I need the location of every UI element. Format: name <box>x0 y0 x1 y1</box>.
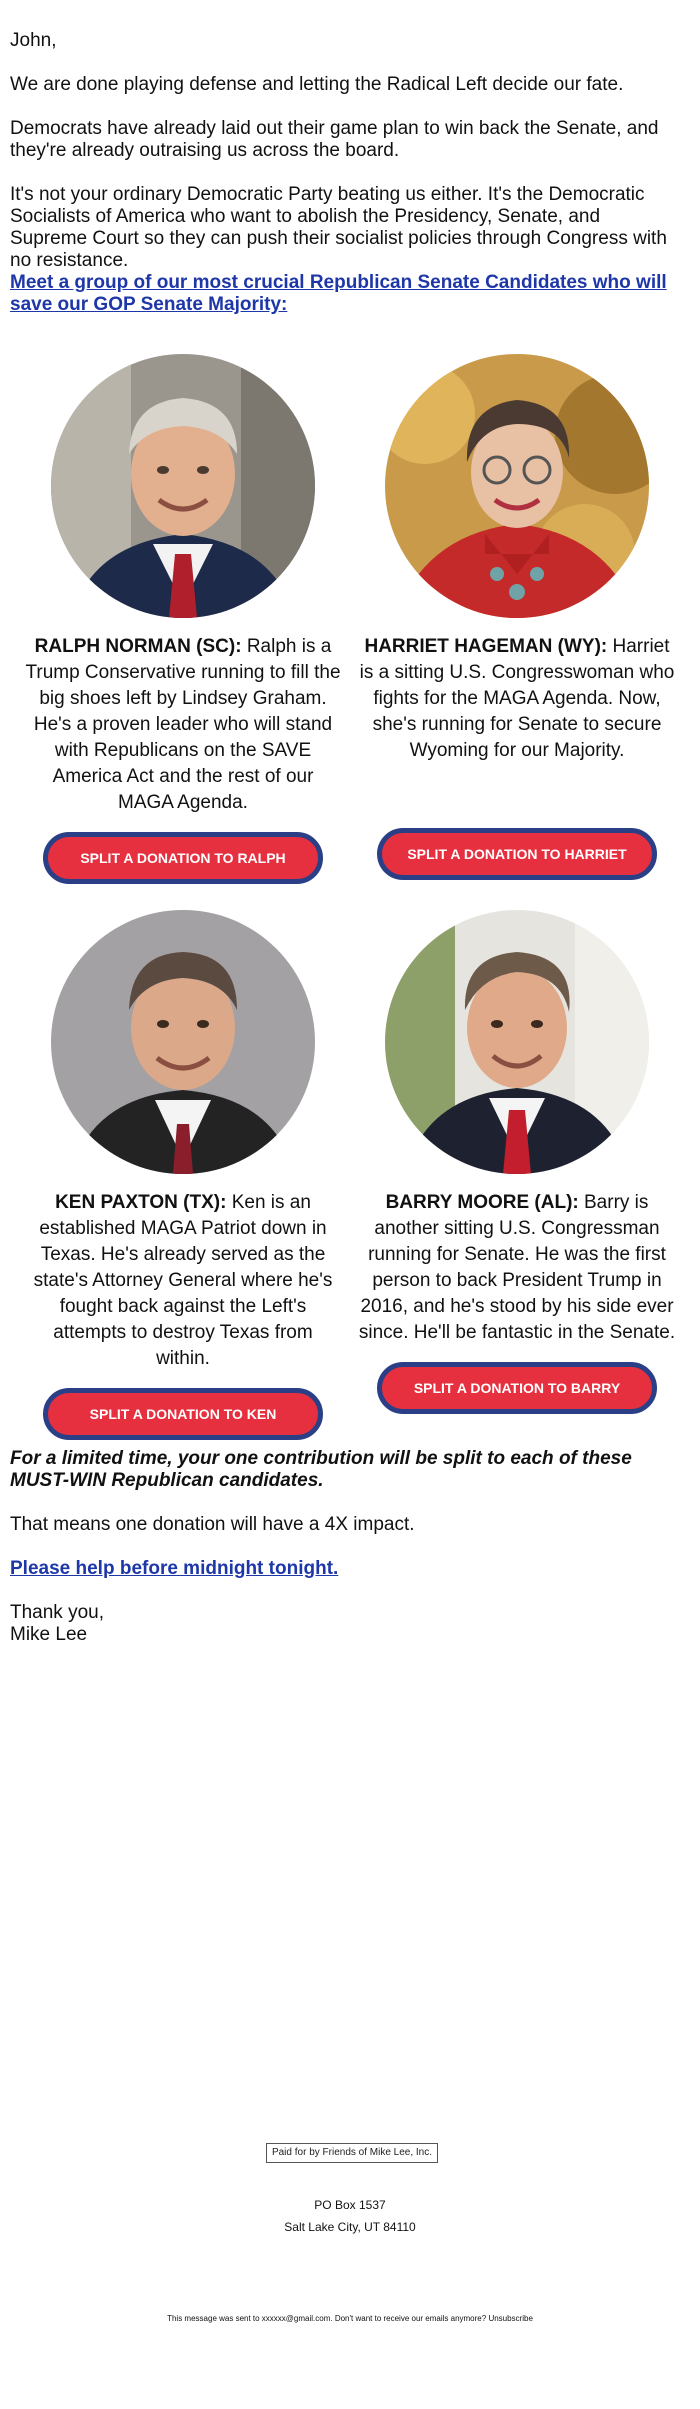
candidate-name-barry: BARRY MOORE (AL): <box>385 1192 579 1213</box>
candidate-card-harriet <box>352 354 682 880</box>
split-donation-ralph-button[interactable]: SPLIT A DONATION TO RALPH <box>43 832 323 884</box>
address-line-1: PO Box 1537 <box>314 2198 386 2212</box>
limited-time-emphasis: For a limited time, your one contribution will be split to each of these MUST-WIN Republican candidates. <box>10 1448 632 1491</box>
greeting: John, <box>10 30 57 51</box>
paid-for-disclaimer: Paid for by Friends of Mike Lee, Inc. <box>266 2143 438 2163</box>
help-before-midnight-link[interactable]: Please help before midnight tonight. <box>10 1558 339 1579</box>
fine-print <box>0 2314 700 2323</box>
signoff: Thank you, <box>10 1602 104 1623</box>
candidate-bio-ralph <box>24 634 342 816</box>
candidate-text-harriet: Harriet is a sitting U.S. Congresswoman who fights for the MAGA Agenda. Now, she's running for Senate to secure Wyoming for our Majority. <box>359 636 675 761</box>
candidate-text-barry: Barry is another sitting U.S. Congressman running for Senate. He was the first person to back President Trump in 2016, and he's stood by his side ever since. He'll be fantastic in the Senate. <box>358 1192 676 1343</box>
split-donation-barry-button[interactable]: SPLIT A DONATION TO BARRY <box>377 1362 657 1414</box>
split-donation-harriet-button[interactable]: SPLIT A DONATION TO HARRIET <box>377 828 657 880</box>
candidate-name-ken: KEN PAXTON (TX): <box>55 1192 227 1213</box>
portrait-barry-moore <box>385 910 649 1174</box>
candidate-card-ralph <box>18 354 348 884</box>
candidate-card-barry <box>352 910 682 1414</box>
paragraph-2: Democrats have already laid out their game plan to win back the Senate, and they're already outraising us across the board. <box>10 118 659 161</box>
paragraph-1: We are done playing defense and letting the Radical Left decide our fate. <box>10 74 624 95</box>
candidate-name-ralph: RALPH NORMAN (SC): <box>34 636 242 657</box>
signature: Mike Lee <box>10 1624 88 1645</box>
candidate-card-ken <box>18 910 348 1440</box>
address-line-2: Salt Lake City, UT 84110 <box>284 2220 416 2234</box>
portrait-harriet-hageman <box>385 354 649 618</box>
candidate-bio-harriet <box>358 634 676 764</box>
portrait-ken-paxton <box>51 910 315 1174</box>
candidate-bio-ken <box>24 1190 342 1372</box>
candidate-name-harriet: HARRIET HAGEMAN (WY): <box>364 636 608 657</box>
intro-candidates-link[interactable]: Meet a group of our most crucial Republican Senate Candidates who will save our GOP Senate Majority: <box>10 272 667 315</box>
candidate-text-ken: Ken is an established MAGA Patriot down in Texas. He's already served as the state's Attorney General where he's fought back against the Left's attempts to destroy Texas from within. <box>33 1192 333 1369</box>
paragraph-3: It's not your ordinary Democratic Party beating us either. It's the Democratic Socialists of America who want to abolish the Presidency, Senate, and Supreme Court so they can push their socialist policies through Congress with no resistance. <box>10 184 667 271</box>
candidate-text-ralph: Ralph is a Trump Conservative running to fill the big shoes left by Lindsey Graham. He's a proven leader who will stand with Republicans on the SAVE America Act and the rest of our MAGA Agenda. <box>25 636 341 813</box>
impact-text: That means one donation will have a 4X impact. <box>10 1514 415 1535</box>
portrait-ralph-norman <box>51 354 315 618</box>
fine-print-text: This message was sent to xxxxxx@gmail.com. Don't want to receive our emails anymore? <box>167 2314 487 2323</box>
split-donation-ken-button[interactable]: SPLIT A DONATION TO KEN <box>43 1388 323 1440</box>
candidate-bio-barry <box>358 1190 676 1346</box>
unsubscribe-link[interactable]: Unsubscribe <box>488 2314 533 2323</box>
